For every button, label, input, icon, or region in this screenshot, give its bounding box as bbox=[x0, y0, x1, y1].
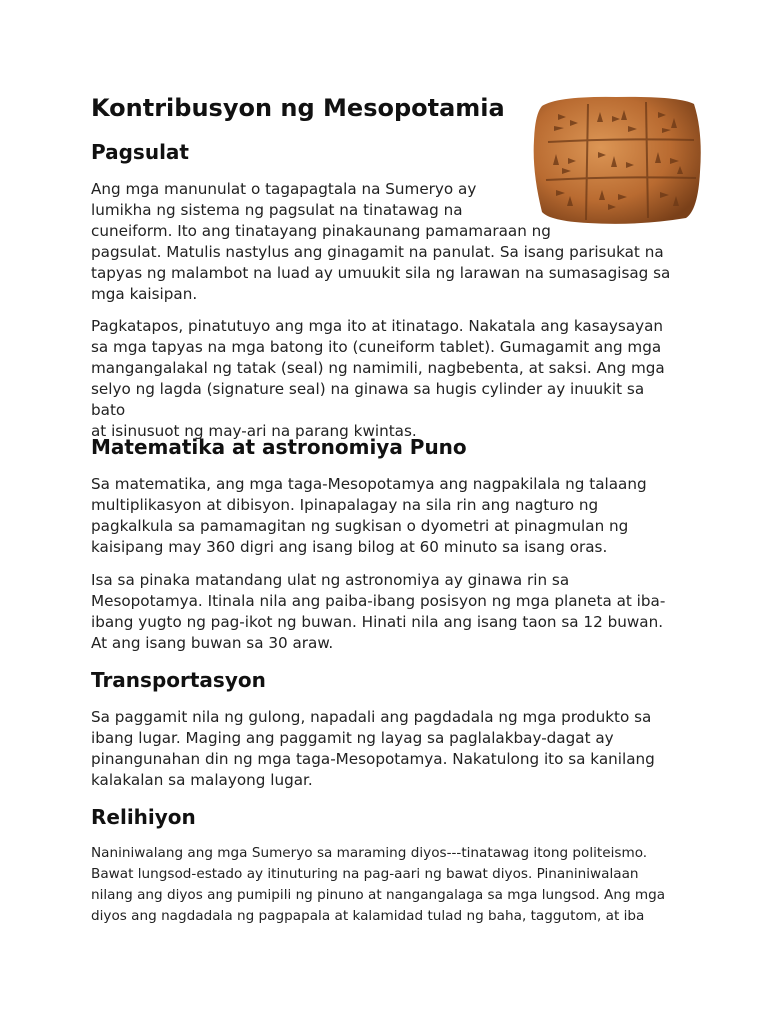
section-matematika bbox=[91, 434, 671, 460]
paragraph bbox=[91, 707, 671, 791]
text-line: lumikha ng sistema ng pagsulat na tinatawag na bbox=[91, 201, 463, 219]
text-line: mga kaisipan. bbox=[91, 285, 198, 303]
section-relihiyon bbox=[91, 804, 671, 830]
text-line: selyo ng lagda (signature seal) na ginawa sa hugis cylinder ay inuukit sa bato bbox=[91, 380, 645, 419]
text-line: pagkalkula sa pamamagitan ng sugkisan o dyometri at pinagmulan ng bbox=[91, 517, 629, 535]
text-line: sa mga tapyas na mga batong ito (cuneiform tablet). Gumagamit ang mga bbox=[91, 338, 662, 356]
text-line: ibang yugto ng pag-ikot ng buwan. Hinati nila ang isang taon sa 12 buwan. bbox=[91, 613, 664, 631]
text-line: tapyas ng malambot na luad ay umuukit sila ng larawan na sumasagisag sa bbox=[91, 264, 671, 282]
section-heading: Transportasyon bbox=[91, 668, 266, 692]
page-title: Kontribusyon ng Mesopotamia bbox=[91, 94, 505, 122]
section-transportasyon bbox=[91, 667, 671, 693]
paragraph bbox=[91, 316, 671, 442]
text-line: Pagkatapos, pinatutuyo ang mga ito at itinatago. Nakatala ang kasaysayan bbox=[91, 317, 664, 335]
text-line: Naniniwalang ang mga Sumeryo sa maraming diyos---tinatawag itong politeismo. bbox=[91, 845, 648, 861]
paragraph bbox=[91, 474, 671, 558]
section-pagsulat bbox=[91, 139, 671, 165]
text-line: nilang ang diyos ang pumipili ng pinuno at nangangalaga sa mga lungsod. Ang mga bbox=[91, 887, 666, 903]
text-line: mangangalakal ng tatak (seal) ng namimili, nagbebenta, at saksi. Ang mga bbox=[91, 359, 665, 377]
text-line: pagsulat. Matulis nastylus ang ginagamit na panulat. Sa isang parisukat na bbox=[91, 243, 664, 261]
text-line: kalakalan sa malayong lugar. bbox=[91, 771, 313, 789]
text-line: Bawat lungsod-estado ay itinuturing na pag-aari ng bawat diyos. Pinaniniwalaan bbox=[91, 866, 639, 882]
text-line: At ang isang buwan sa 30 araw. bbox=[91, 634, 334, 652]
section-heading: Relihiyon bbox=[91, 805, 196, 829]
paragraph bbox=[91, 843, 691, 927]
text-line: kaisipang may 360 digri ang isang bilog at 60 minuto sa isang oras. bbox=[91, 538, 608, 556]
text-line: multiplikasyon at dibisyon. Ipinapalagay na sila rin ang nagturo ng bbox=[91, 496, 599, 514]
text-line: Mesopotamya. Itinala nila ang paiba-ibang posisyon ng mga planeta at iba- bbox=[91, 592, 666, 610]
text-line: Isa sa pinaka matandang ulat ng astronomiya ay ginawa rin sa bbox=[91, 571, 570, 589]
text-line: Sa matematika, ang mga taga-Mesopotamya ang nagpakilala ng talaang bbox=[91, 475, 647, 493]
paragraph bbox=[91, 570, 671, 654]
text-line: at isinusuot ng may-ari na parang kwintas. bbox=[91, 422, 417, 440]
section-heading: Pagsulat bbox=[91, 140, 189, 164]
paragraph bbox=[91, 179, 671, 305]
text-line: pinangunahan din ng mga taga-Mesopotamya. Nakatulong ito sa kanilang bbox=[91, 750, 655, 768]
section-heading: Matematika at astronomiya Puno bbox=[91, 435, 467, 459]
text-line: Ang mga manunulat o tagapagtala na Sumeryo ay bbox=[91, 180, 477, 198]
text-line: diyos ang nagdadala ng pagpapala at kalamidad tulad ng baha, taggutom, at iba bbox=[91, 908, 645, 924]
text-line: ibang lugar. Maging ang paggamit ng layag sa paglalakbay-dagat ay bbox=[91, 729, 614, 747]
text-line: Sa paggamit nila ng gulong, napadali ang pagdadala ng mga produkto sa bbox=[91, 708, 652, 726]
text-line: cuneiform. Ito ang tinatayang pinakaunang pamamaraan ng bbox=[91, 222, 551, 240]
